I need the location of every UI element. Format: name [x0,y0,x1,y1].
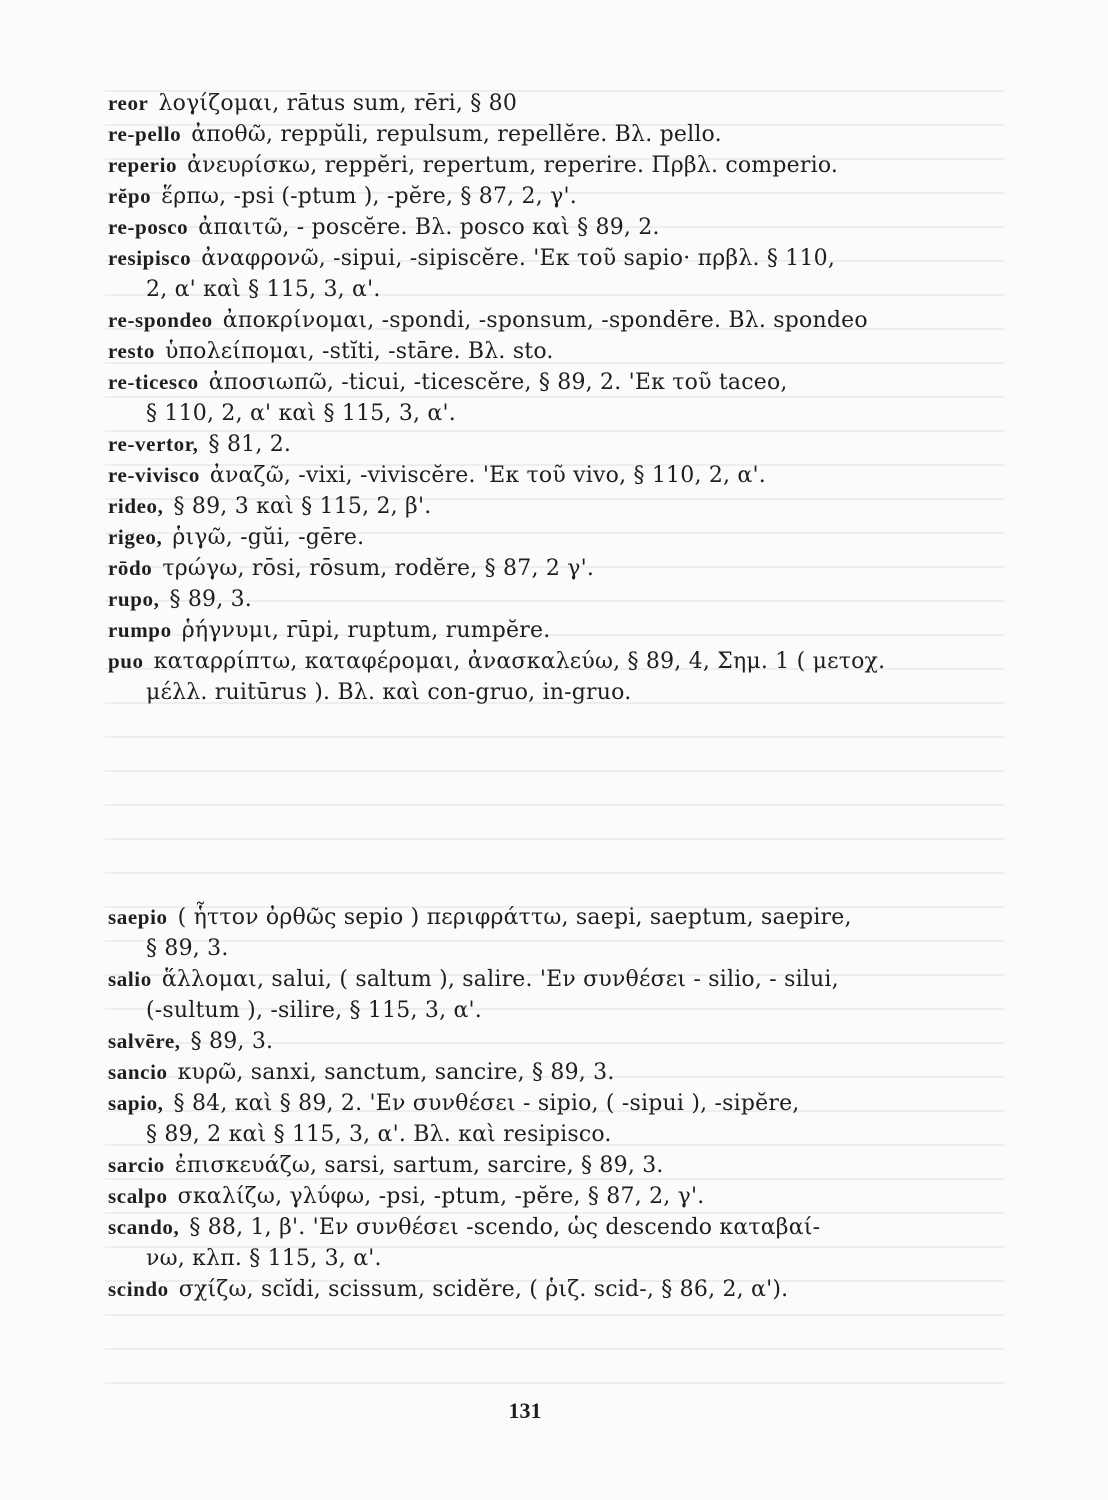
entry-definition: τρώγω, rōsi, rōsum, rodĕre, § 87, 2 γ'. [162,556,595,581]
entry-headword: rideo, [108,494,164,518]
entry-continuation: § 89, 3. [146,936,229,961]
entry-definition: ἀποσιωπῶ, -ticui, -ticescĕre, § 89, 2. 'Εκ τοῦ taceo, [208,370,788,395]
entry-definition: ἅλλομαι, salui, ( saltum ), salire. 'Εν συνθέσει - silio, - silui, [161,967,839,992]
dictionary-entry [108,243,948,274]
entry-headword: re-spondeo [108,308,213,332]
entry-headword: resto [108,339,155,363]
dictionary-entry [108,646,948,677]
entry-headword: saepio [108,905,168,929]
entry-definition: καταρρίπτω, καταφέρομαι, ἀνασκαλεύω, § 89, 4, Σημ. 1 ( μετοχ. [153,649,886,674]
entry-headword: rupo, [108,587,160,611]
entry-continuation: νω, κλπ. § 115, 3, α'. [146,1246,382,1271]
entry-headword: sancio [108,1060,168,1084]
dictionary-entry [108,964,948,995]
entry-headword: salio [108,967,152,991]
entry-headword: re-posco [108,215,189,239]
dictionary-entry [108,902,948,933]
entry-continuation: § 110, 2, α' καὶ § 115, 3, α'. [146,401,456,426]
dictionary-entry [108,367,948,398]
entry-headword: scando, [108,1215,180,1239]
entry-definition: σχίζω, scĭdi, scissum, scidĕre, ( ῥιζ. scid-, § 86, 2, α'). [178,1277,789,1302]
dictionary-entry [108,305,948,336]
entry-continuation: μέλλ. ruitūrus ). Βλ. καὶ con-gruo, in-gruo. [146,680,632,705]
entry-definition: ῥήγνυμι, rūpi, ruptum, rumpĕre. [181,618,551,643]
entry-definition: § 89, 3 καὶ § 115, 2, β'. [173,494,432,519]
entry-definition: ἐπισκευάζω, sarsi, sartum, sarcire, § 89, 3. [174,1153,664,1178]
dictionary-entry [108,119,948,150]
dictionary-entry [108,584,948,615]
dictionary-entry [108,522,948,553]
entry-headword: rōdo [108,556,153,580]
entry-headword: rĕpo [108,184,152,208]
page-number: 131 [508,1398,542,1423]
dictionary-entry [108,181,948,212]
dictionary-entry [108,1150,948,1181]
entry-headword: re-pello [108,122,182,146]
dictionary-entry [108,212,948,243]
dictionary-entry [108,615,948,646]
dictionary-entry [108,1212,948,1243]
dictionary-entry [108,1057,948,1088]
dictionary-entry [108,460,948,491]
entry-headword: re-vivisco [108,463,200,487]
dictionary-entry [108,429,948,460]
entry-headword: resipisco [108,246,192,270]
dictionary-entry [108,1181,948,1212]
entry-definition: σκαλίζω, γλύφω, -psi, -ptum, -pĕre, § 87, 2, γ'. [177,1184,705,1209]
entry-headword: puo [108,649,144,673]
entry-definition: ἀνευρίσκω, reppĕri, repertum, reperire. Πρβλ. comperio. [187,153,839,178]
entry-definition: ( ἧττον ὀρθῶς sepio ) περιφράττω, saepi, saeptum, saepire, [177,905,852,930]
dictionary-entry [108,1088,948,1119]
dictionary-entry [108,336,948,367]
entry-headword: sarcio [108,1153,165,1177]
entry-definition: § 89, 3. [169,587,253,612]
entries-block-s [108,902,948,1305]
entry-definition: § 88, 1, β'. 'Εν συνθέσει -scendo, ὡς descendo καταβαί- [189,1215,821,1240]
entry-headword: reor [108,91,149,115]
entry-definition: § 84, καὶ § 89, 2. 'Εν συνθέσει - sipio, ( -sipui ), -sipĕre, [173,1091,800,1116]
entry-headword: reperio [108,153,178,177]
entry-definition: ὑπολείπομαι, -stĭti, -stāre. Βλ. sto. [164,339,554,364]
entry-headword: sapio, [108,1091,164,1115]
entry-headword: re-vertor, [108,432,199,456]
entry-continuation: 2, α' καὶ § 115, 3, α'. [146,277,381,302]
entry-definition: λογίζομαι, rātus sum, rēri, § 80 [158,91,518,116]
entry-definition: κυρῶ, sanxi, sanctum, sancire, § 89, 3. [177,1060,615,1085]
entry-headword: scindo [108,1277,169,1301]
entry-definition: ἕρπω, -psi (-ptum ), -pĕre, § 87, 2, γ'. [161,184,577,209]
entry-definition: ἀναζῶ, -vixi, -viviscĕre. 'Εκ τοῦ vivo, § 110, 2, α'. [209,463,766,488]
entry-definition: § 81, 2. [208,432,292,457]
entry-headword: re-ticesco [108,370,199,394]
entry-definition: ἀπαιτῶ, - poscĕre. Βλ. posco καὶ § 89, 2. [198,215,660,240]
entry-continuation: § 89, 2 καὶ § 115, 3, α'. Βλ. καὶ resipisco. [146,1122,612,1147]
entry-definition: ἀποκρίνομαι, -spondi, -sponsum, -spondēre. Βλ. spondeo [222,308,868,333]
entry-definition: ῥιγῶ, -gŭi, -gēre. [172,525,365,550]
dictionary-entry [108,1026,948,1057]
entry-definition: ἀποθῶ, reppŭli, repulsum, repellĕre. Βλ. pello. [191,122,722,147]
dictionary-entry [108,150,948,181]
entry-continuation: (-sultum ), -silire, § 115, 3, α'. [146,998,482,1023]
entry-headword: salvēre, [108,1029,181,1053]
dictionary-entry [108,491,948,522]
dictionary-entry [108,88,948,119]
entry-headword: rumpo [108,618,172,642]
entry-definition: ἀναφρονῶ, -sipui, -sipiscĕre. 'Εκ τοῦ sapio· πρβλ. § 110, [201,246,836,271]
dictionary-entry [108,553,948,584]
entry-headword: scalpo [108,1184,168,1208]
entry-headword: rigeo, [108,525,163,549]
entry-definition: § 89, 3. [190,1029,274,1054]
dictionary-entry [108,1274,948,1305]
entries-block-r [108,88,948,708]
